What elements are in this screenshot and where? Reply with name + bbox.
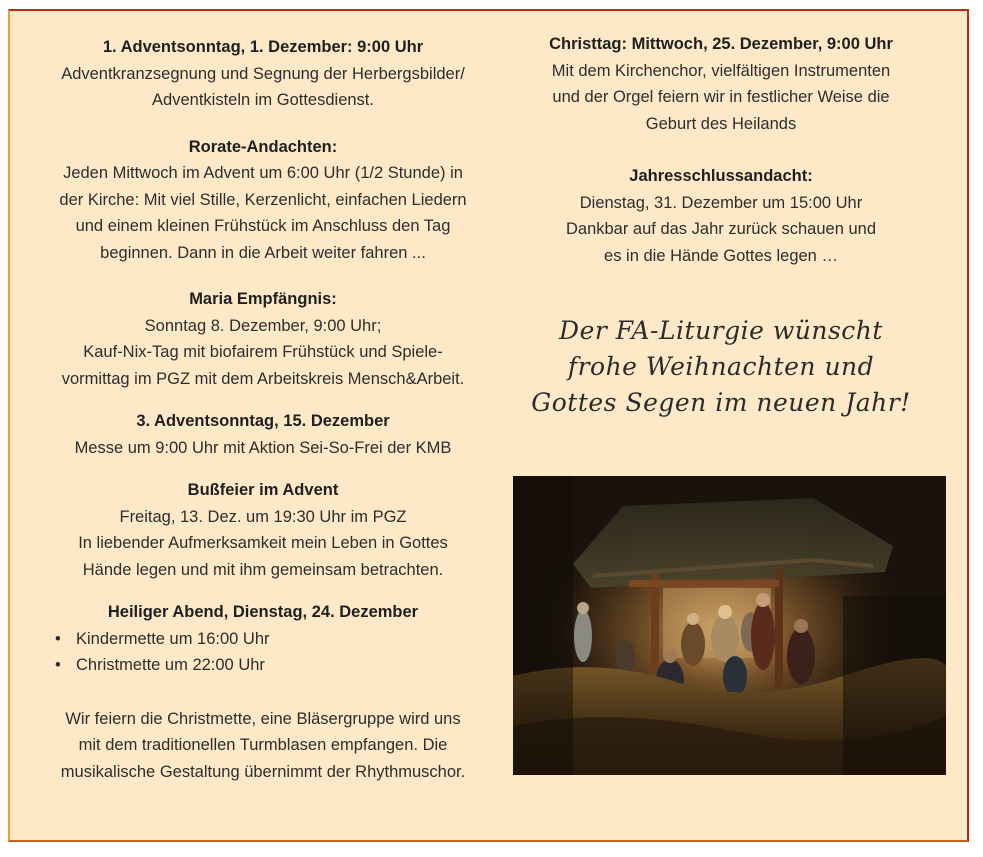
bullet-list (28, 626, 498, 679)
section-text-line: mit dem traditionellen Turmblasen empfangen. Die (78, 736, 448, 754)
nativity-scene-photo (513, 476, 946, 775)
section-text-line: Adventkranzsegnung und Segnung der Herbergsbilder/ (61, 64, 465, 83)
section-text-line: der Kirche: Mit viel Stille, Kerzenlicht, einfachen Liedern (59, 190, 467, 209)
section-text-line: vormittag im PGZ mit dem Arbeitskreis Mensch&Arbeit. (61, 369, 465, 388)
section-text-line: Geburt des Heilands (645, 114, 797, 133)
bullet-icon: • (55, 656, 61, 674)
list-item-text: Kindermette um 16:00 Uhr (76, 629, 270, 648)
section-text-line: Freitag, 13. Dez. um 19:30 Uhr im PGZ (119, 507, 407, 526)
section-text-line: Kauf-Nix-Tag mit biofairem Frühstück und Spiele- (83, 343, 443, 361)
christmas-greeting (525, 313, 917, 421)
section-bussfeier (28, 477, 498, 583)
section-third-advent (28, 408, 498, 461)
section-text-line: Jeden Mittwoch im Advent um 6:00 Uhr (1/2 Stunde) in (63, 164, 463, 182)
section-heiliger-abend (28, 599, 498, 785)
section-text-line: es in die Hände Gottes legen … (604, 246, 838, 265)
section-text-line: Dienstag, 31. Dezember um 15:00 Uhr (579, 193, 863, 212)
right-column (510, 31, 932, 269)
section-heading: Christtag: Mittwoch, 25. Dezember, 9:00 Uhr (549, 35, 893, 53)
greeting-line: Der FA-Liturgie wünscht (559, 316, 883, 345)
list-item-text: Christmette um 22:00 Uhr (76, 656, 265, 674)
section-heading: Bußfeier im Advent (187, 481, 339, 499)
section-heading: 3. Adventsonntag, 15. Dezember (136, 412, 390, 430)
section-heading: 1. Adventsonntag, 1. Dezember: 9:00 Uhr (102, 38, 424, 56)
list-item (28, 652, 498, 679)
greeting-line: frohe Weihnachten und (567, 352, 875, 381)
section-text-line: und der Orgel feiern wir in festlicher Weise die (552, 88, 890, 106)
section-heading: Maria Empfängnis: (189, 290, 337, 308)
greeting-line: Gottes Segen im neuen Jahr! (531, 388, 911, 417)
section-text-line: musikalische Gestaltung übernimmt der Rhythmuschor. (60, 762, 466, 781)
section-first-advent (28, 34, 498, 114)
section-jahresschluss (510, 163, 932, 269)
nativity-scene-illustration (513, 476, 946, 775)
bullet-icon: • (55, 629, 61, 648)
section-christtag (510, 31, 932, 137)
section-rorate (28, 134, 498, 267)
section-heading: Heiliger Abend, Dienstag, 24. Dezember (107, 603, 419, 621)
section-text-line: Hände legen und mit ihm gemeinsam betrachten. (82, 560, 444, 579)
section-heading: Jahresschlussandacht: (629, 167, 813, 185)
section-text-line: beginnen. Dann in die Arbeit weiter fahren ... (100, 243, 426, 262)
section-text-line: Wir feiern die Christmette, eine Bläsergruppe wird uns (65, 709, 461, 728)
section-text-line: In liebender Aufmerksamkeit mein Leben in Gottes (78, 534, 448, 552)
section-maria-empfaengnis (28, 286, 498, 392)
section-text-line: Sonntag 8. Dezember, 9:00 Uhr; (144, 316, 382, 335)
section-heading: Rorate-Andachten: (188, 137, 338, 156)
section-text-line: Adventkisteln im Gottesdienst. (152, 91, 374, 109)
left-column (28, 34, 498, 785)
list-item (28, 626, 498, 653)
section-text-line: Dankbar auf das Jahr zurück schauen und (565, 220, 877, 238)
section-text-line: Messe um 9:00 Uhr mit Aktion Sei-So-Frei der KMB (74, 438, 452, 457)
section-text-line: und einem kleinen Frühstück im Anschluss den Tag (75, 217, 451, 235)
section-text-line: Mit dem Kirchenchor, vielfältigen Instrumenten (551, 61, 891, 80)
